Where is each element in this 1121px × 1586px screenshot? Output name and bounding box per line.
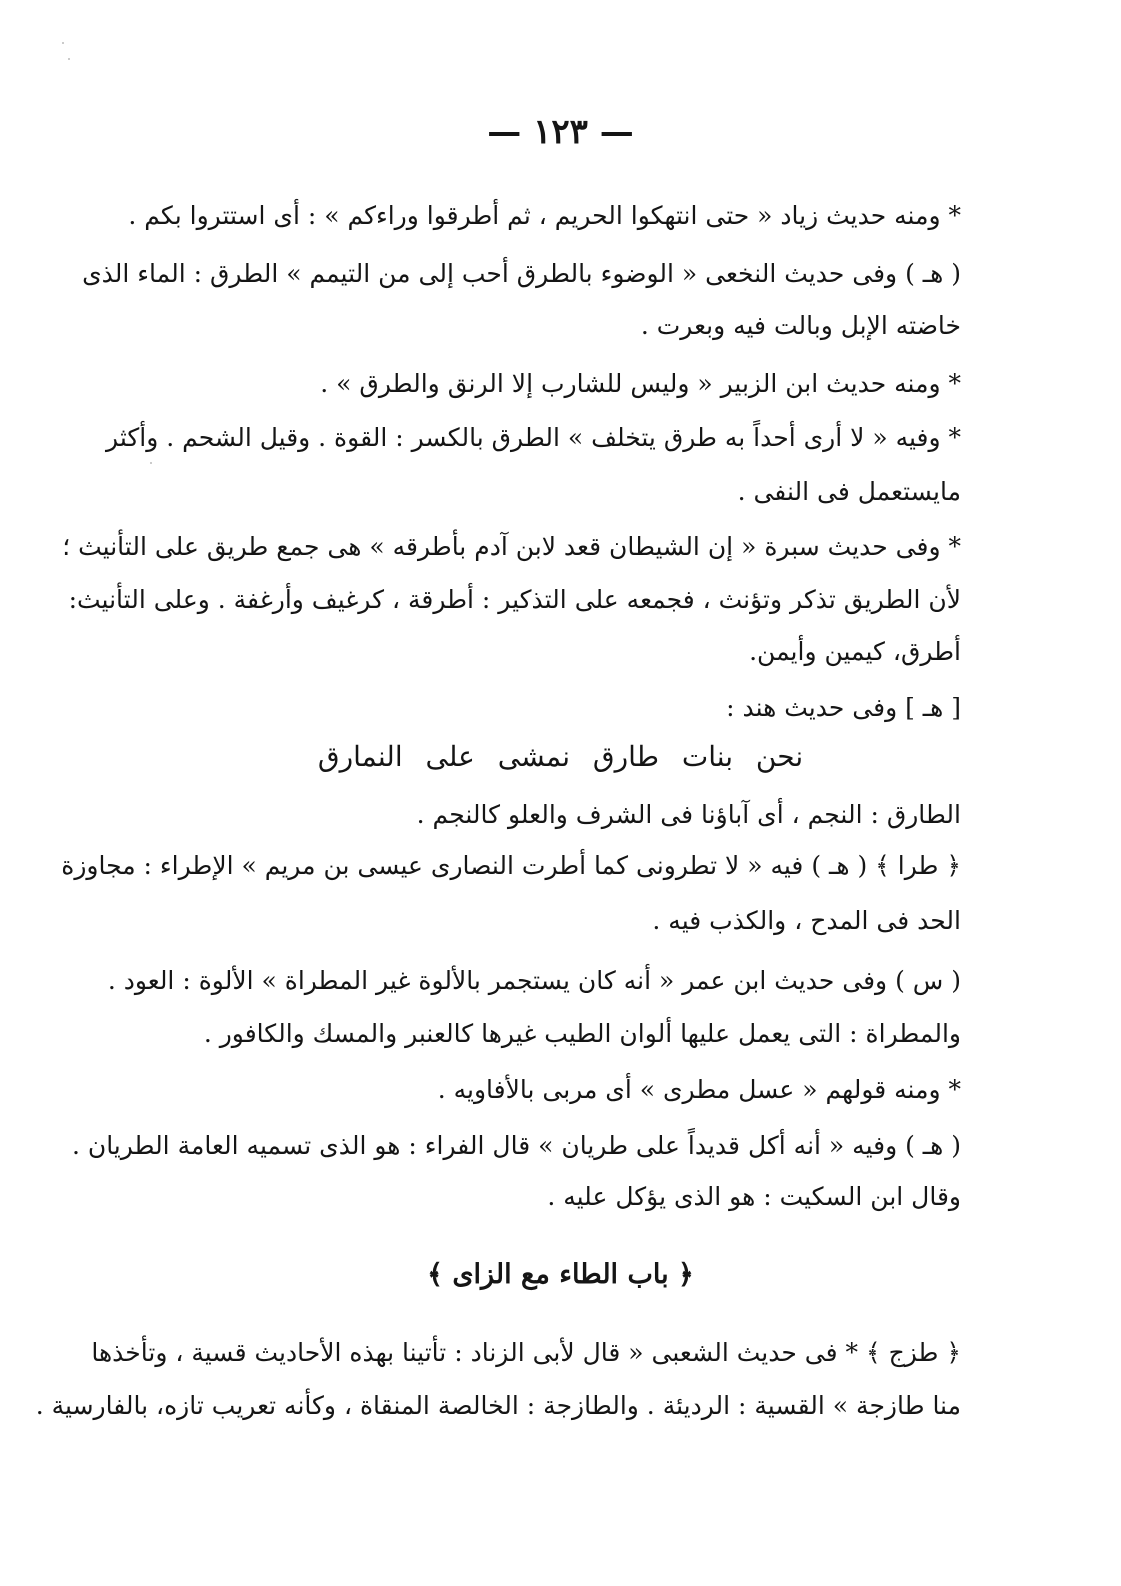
- entry-line: ﴿ طزج ﴾ * فى حديث الشعبى « قال لأبى الزناد : تأتينا بهذه الأحاديث قسية ، وتأخذها: [91, 1338, 961, 1367]
- text-line: * ومنه حديث ابن الزبير « وليس للشارب إلا الرنق والطرق » .: [320, 369, 961, 398]
- text-line: الحد فى المدح ، والكذب فيه .: [652, 906, 961, 935]
- verse-line: نحن بنات طارق نمشى على النمارق: [317, 740, 804, 773]
- text-line: ( س ) وفى حديث ابن عمر « أنه كان يستجمر بالألوة غير المطراة » الألوة : العود .: [107, 966, 961, 995]
- scan-speck: [150, 462, 152, 464]
- scan-speck: [62, 42, 64, 44]
- page-number: — ١٢٣ —: [487, 112, 634, 152]
- text-line: الطارق : النجم ، أى آباؤنا فى الشرف والعلو كالنجم .: [416, 800, 961, 829]
- entry-line: ﴿ طرا ﴾ ( هـ ) فيه « لا تطرونى كما أطرت النصارى عيسى بن مريم » الإطراء : مجاوزة: [61, 851, 961, 880]
- text-line: والمطراة : التى يعمل عليها ألوان الطيب غيرها كالعنبر والمسك والكافور .: [203, 1019, 961, 1048]
- section-heading: ﴿ باب الطاء مع الزاى ﴾: [427, 1259, 694, 1290]
- scan-speck: [68, 58, 70, 60]
- text-line: أطرق، كيمين وأيمن.: [749, 637, 961, 666]
- text-line: خاضته الإبل وبالت فيه وبعرت .: [640, 311, 961, 340]
- text-line: [ هـ ] وفى حديث هند :: [726, 693, 961, 722]
- text-line: وقال ابن السكيت : هو الذى يؤكل عليه .: [547, 1182, 961, 1211]
- text-line: * ومنه حديث زياد « حتى انتهكوا الحريم ، ثم أطرقوا وراءكم » : أى استتروا بكم .: [128, 201, 961, 230]
- text-line: لأن الطريق تذكر وتؤنث ، فجمعه على التذكير : أطرقة ، كرغيف وأرغفة . وعلى التأنيث:: [68, 585, 961, 614]
- text-line: ( هـ ) وفيه « أنه أكل قديداً على طريان » قال الفراء : هو الذى تسميه العامة الطريان .: [71, 1131, 961, 1160]
- text-line: * ومنه قولهم « عسل مطرى » أى مربى بالأفاويه .: [437, 1075, 961, 1104]
- text-line: * وفى حديث سبرة « إن الشيطان قعد لابن آدم بأطرقه » هى جمع طريق على التأنيث ؛: [62, 532, 961, 561]
- text-line: ( هـ ) وفى حديث النخعى « الوضوء بالطرق أحب إلى من التيمم » الطرق : الماء الذى: [82, 259, 961, 288]
- text-line: منا طازجة » القسية : الرديئة . والطازجة : الخالصة المنقاة ، وكأنه تعريب تازه، بالفارسية .: [35, 1391, 961, 1420]
- text-line: مايستعمل فى النفى .: [737, 477, 961, 506]
- text-line: * وفيه « لا أرى أحداً به طرق يتخلف » الطرق بالكسر : القوة . وقيل الشحم . وأكثر: [106, 423, 961, 452]
